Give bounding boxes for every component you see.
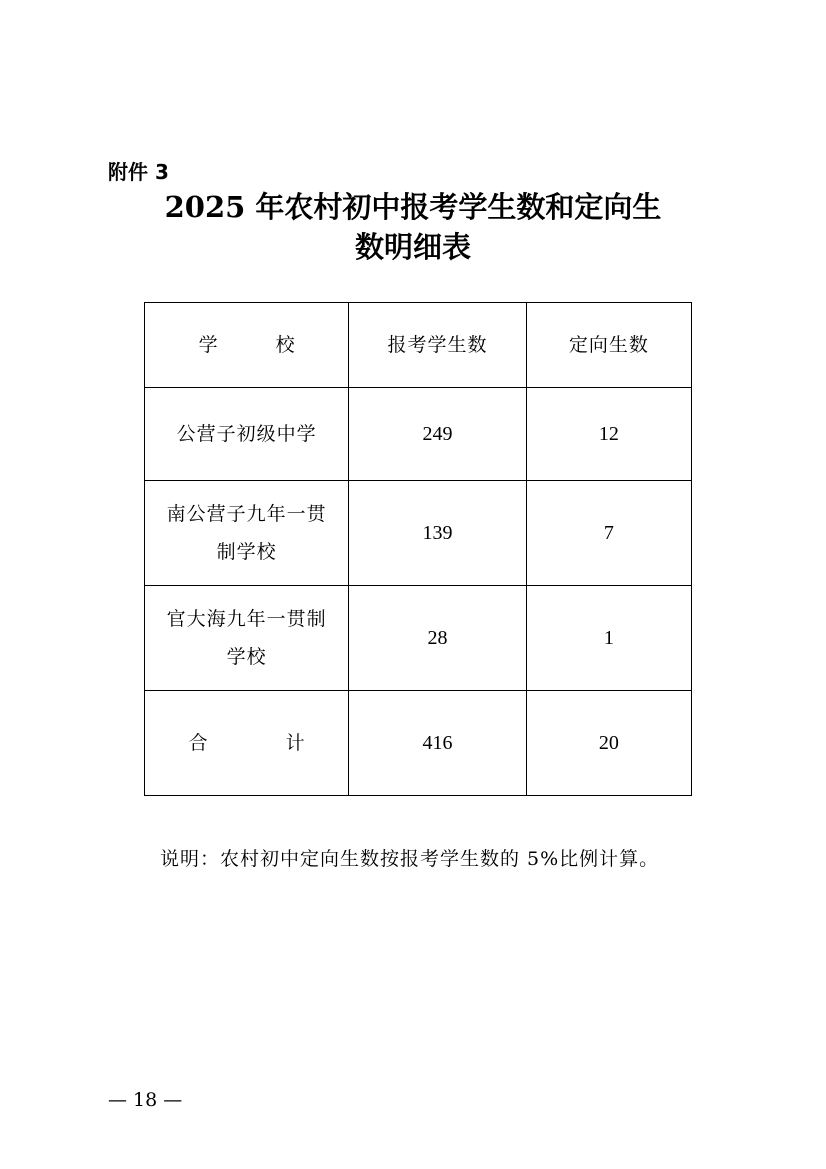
total-label-cell	[145, 691, 349, 796]
school-name-line-2: 制学校	[216, 541, 277, 563]
directed-value: 1	[603, 627, 614, 649]
total-directed-value: 20	[598, 732, 619, 754]
applicants-cell	[349, 388, 526, 481]
table-header-row	[145, 303, 692, 388]
total-applicants-value: 416	[422, 732, 453, 754]
column-header-directed	[526, 303, 691, 388]
total-label-char-1: 合	[188, 732, 208, 754]
directed-cell	[526, 388, 691, 481]
school-cell	[145, 388, 349, 481]
total-directed-cell	[526, 691, 691, 796]
applicants-cell	[349, 586, 526, 691]
applicants-value: 249	[422, 423, 453, 445]
column-header-directed-text: 定向生数	[568, 334, 649, 356]
table-row	[145, 481, 692, 586]
page-title-line-1: 2025 年农村初中报考学生数和定向生	[164, 190, 662, 224]
total-label-char-2: 计	[285, 732, 305, 754]
column-header-school	[145, 303, 349, 388]
school-name-line-1: 官大海九年一贯制	[166, 608, 327, 630]
directed-cell	[526, 481, 691, 586]
applicants-value: 139	[422, 522, 453, 544]
attachment-label: 附件 3	[108, 160, 169, 184]
directed-cell	[526, 586, 691, 691]
directed-value: 7	[603, 522, 614, 544]
column-header-school-char-2: 校	[275, 334, 295, 356]
school-cell	[145, 586, 349, 691]
directed-value: 12	[598, 423, 619, 445]
school-name-line-2: 学校	[226, 646, 267, 668]
table-row	[145, 586, 692, 691]
table-row	[145, 388, 692, 481]
page-title-line-2: 数明细表	[354, 230, 471, 264]
total-applicants-cell	[349, 691, 526, 796]
school-name-line-1: 南公营子九年一贯	[166, 503, 327, 525]
explanation-note: 说明：农村初中定向生数按报考学生数的 5%比例计算。	[160, 848, 660, 870]
statistics-table	[144, 302, 692, 796]
table-total-row	[145, 691, 692, 796]
page-number: — 18 —	[108, 1089, 183, 1111]
school-name: 公营子初级中学	[176, 423, 317, 445]
school-cell	[145, 481, 349, 586]
column-header-applicants-text: 报考学生数	[387, 334, 488, 356]
applicants-value: 28	[427, 627, 448, 649]
column-header-school-char-1: 学	[198, 334, 218, 356]
column-header-applicants	[349, 303, 526, 388]
applicants-cell	[349, 481, 526, 586]
